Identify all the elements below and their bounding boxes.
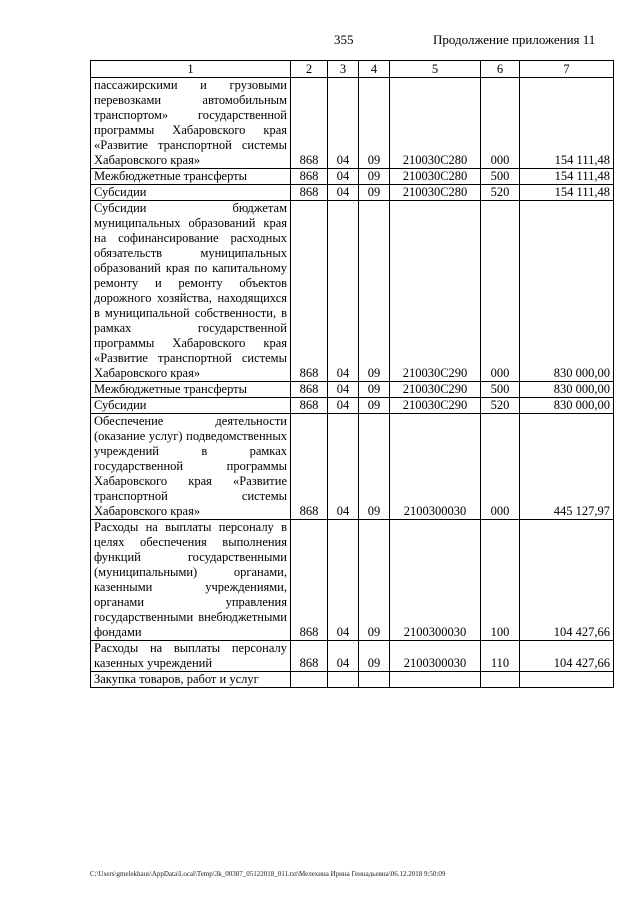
- row-name: Межбюджетные трансферты: [91, 382, 291, 398]
- column-header: 2: [291, 61, 328, 78]
- cell-expense-type: 520: [481, 398, 520, 414]
- cell-expense-type: [481, 672, 520, 688]
- column-header: 7: [520, 61, 614, 78]
- table-row: [91, 201, 614, 382]
- cell-section: 04: [328, 78, 359, 169]
- cell-expense-type: 000: [481, 201, 520, 382]
- cell-section: 04: [328, 382, 359, 398]
- table-row: [91, 672, 614, 688]
- cell-subsection: 09: [359, 414, 390, 520]
- cell-ministry: 868: [291, 382, 328, 398]
- cell-expense-type: 100: [481, 520, 520, 641]
- cell-expense-type: 000: [481, 78, 520, 169]
- table-row: [91, 78, 614, 169]
- appendix-header: Продолжение приложения 11: [433, 32, 596, 47]
- row-name: Расходы на выплаты персоналу казенных учреждений: [91, 641, 291, 672]
- table-row: [91, 414, 614, 520]
- table-row: [91, 520, 614, 641]
- cell-section: 04: [328, 520, 359, 641]
- cell-section: 04: [328, 169, 359, 185]
- cell-target: 2100300030: [390, 641, 481, 672]
- row-name: Расходы на выплаты персоналу в целях обеспечения выполнения функций государственными (муниципальными) органами, казенными учреждениями, органами управления государственными внебюджетными фондами: [91, 520, 291, 641]
- cell-section: 04: [328, 641, 359, 672]
- cell-ministry: 868: [291, 398, 328, 414]
- table-row: [91, 641, 614, 672]
- row-name: Закупка товаров, работ и услуг: [91, 672, 291, 688]
- column-header: 6: [481, 61, 520, 78]
- table-row: [91, 398, 614, 414]
- file-path-footer: C:\Users\gmelekhaus\AppData\Local\Temp\3k_00387_05122018_011.txt\Мелехина Ирина Геннадьевна\06.12.2018 9:50:09: [90, 870, 446, 878]
- cell-section: 04: [328, 185, 359, 201]
- cell-subsection: [359, 672, 390, 688]
- column-header: 4: [359, 61, 390, 78]
- cell-subsection: 09: [359, 185, 390, 201]
- cell-target: 210030С280: [390, 185, 481, 201]
- column-header: 5: [390, 61, 481, 78]
- cell-expense-type: 500: [481, 169, 520, 185]
- cell-expense-type: 500: [481, 382, 520, 398]
- cell-ministry: 868: [291, 78, 328, 169]
- table-row: [91, 382, 614, 398]
- row-name: Субсидии бюджетам муниципальных образований края на софинансирование расходных обязательств муниципальных образований края по капитальному ремонту и ремонту объектов дорожного хозяйства, находящихся в муниципальной собственности, в рамках государственной программы Хабаровского края «Развитие транспортной системы Хабаровского края»: [91, 201, 291, 382]
- row-name: Субсидии: [91, 185, 291, 201]
- cell-amount: 154 111,48: [520, 169, 614, 185]
- cell-section: 04: [328, 414, 359, 520]
- cell-target: 210030С280: [390, 169, 481, 185]
- cell-expense-type: 110: [481, 641, 520, 672]
- cell-target: 210030С290: [390, 382, 481, 398]
- cell-ministry: [291, 672, 328, 688]
- row-name: Межбюджетные трансферты: [91, 169, 291, 185]
- cell-amount: 830 000,00: [520, 398, 614, 414]
- cell-ministry: 868: [291, 201, 328, 382]
- cell-amount: 445 127,97: [520, 414, 614, 520]
- table-row: [91, 185, 614, 201]
- budget-table: [90, 60, 614, 688]
- cell-subsection: 09: [359, 78, 390, 169]
- cell-target: 210030С280: [390, 78, 481, 169]
- cell-expense-type: 520: [481, 185, 520, 201]
- cell-subsection: 09: [359, 520, 390, 641]
- cell-amount: 104 427,66: [520, 641, 614, 672]
- cell-amount: 830 000,00: [520, 382, 614, 398]
- cell-subsection: 09: [359, 382, 390, 398]
- cell-subsection: 09: [359, 169, 390, 185]
- cell-ministry: 868: [291, 641, 328, 672]
- row-name: пассажирскими и грузовыми перевозками автомобильным транспортом» государственной программы Хабаровского края «Развитие транспортной системы Хабаровского края»: [91, 78, 291, 169]
- header-row: [91, 61, 614, 78]
- cell-amount: 830 000,00: [520, 201, 614, 382]
- cell-ministry: 868: [291, 185, 328, 201]
- cell-ministry: 868: [291, 520, 328, 641]
- cell-section: 04: [328, 398, 359, 414]
- column-header: 3: [328, 61, 359, 78]
- cell-amount: [520, 672, 614, 688]
- cell-amount: 154 111,48: [520, 78, 614, 169]
- table-row: [91, 169, 614, 185]
- cell-target: 210030С290: [390, 201, 481, 382]
- cell-target: 2100300030: [390, 520, 481, 641]
- row-name: Субсидии: [91, 398, 291, 414]
- cell-ministry: 868: [291, 414, 328, 520]
- row-name: Обеспечение деятельности (оказание услуг) подведомственных учреждений в рамках государственной программы Хабаровского края «Развитие транспортной системы Хабаровского края»: [91, 414, 291, 520]
- column-header: 1: [91, 61, 291, 78]
- cell-target: 2100300030: [390, 414, 481, 520]
- cell-ministry: 868: [291, 169, 328, 185]
- cell-subsection: 09: [359, 201, 390, 382]
- cell-subsection: 09: [359, 641, 390, 672]
- cell-amount: 154 111,48: [520, 185, 614, 201]
- cell-section: 04: [328, 201, 359, 382]
- cell-subsection: 09: [359, 398, 390, 414]
- page-number: 355: [334, 32, 354, 47]
- cell-target: 210030С290: [390, 398, 481, 414]
- cell-target: [390, 672, 481, 688]
- cell-amount: 104 427,66: [520, 520, 614, 641]
- cell-expense-type: 000: [481, 414, 520, 520]
- cell-section: [328, 672, 359, 688]
